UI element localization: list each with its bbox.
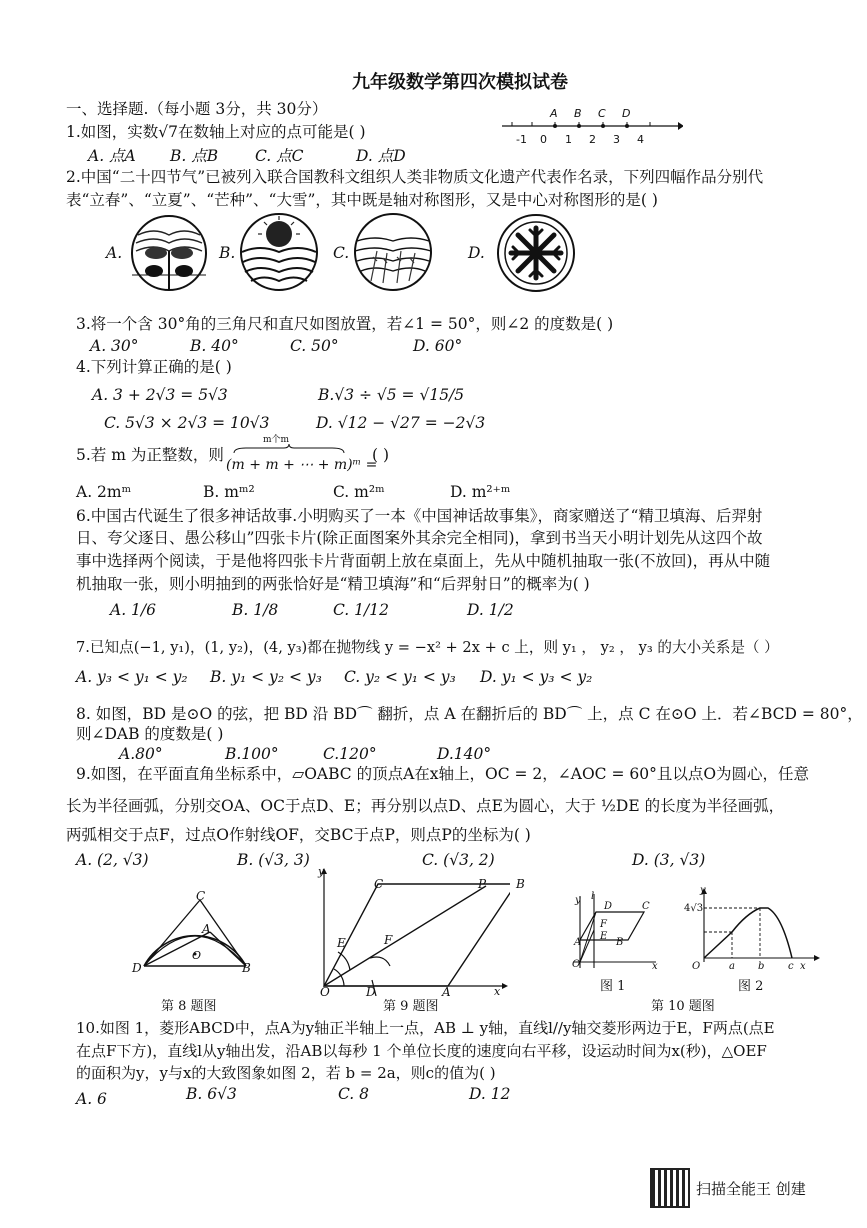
- fig10a-label-E: E: [600, 931, 608, 942]
- fig9-label-x: x: [494, 985, 501, 998]
- fig10a-label-O: O: [572, 959, 581, 970]
- fig10b-label-a: a: [729, 961, 735, 972]
- q8-opt-b: B.100°: [225, 745, 279, 763]
- fig9-label-P: P: [478, 877, 487, 891]
- fig9-label-F: F: [384, 933, 393, 947]
- q8-opt-c: C.120°: [323, 745, 377, 763]
- q5-opt-c: C. m²ᵐ: [333, 483, 385, 501]
- fig9-label-A: A: [442, 985, 451, 999]
- q10-line3: 的面积为y，y与x的大致图象如图 2，若 b = 2a，则c的值为( ): [76, 1064, 496, 1082]
- fig10b-label-y: y: [700, 885, 706, 896]
- fig8-circle-figure: [128, 886, 258, 976]
- q6-opt-b: B. 1/8: [232, 601, 279, 619]
- fig8-label-O: O: [192, 949, 202, 962]
- fig10-graph-figure: [686, 886, 826, 970]
- q5-answer-paren: ( ): [372, 446, 390, 464]
- q4-opt-a: A. 3 + 2√3 = 5√3: [92, 386, 228, 404]
- q8-opt-a: A.80°: [119, 745, 163, 763]
- q9-line1: 9.如图，在平面直角坐标系中，▱OABC 的顶点A在x轴上，OC = 2，∠AOC = 60°且以点O为圆心，任意: [76, 765, 810, 783]
- q2-opt-d: D.: [468, 244, 485, 262]
- fig10a-label-x: x: [652, 961, 658, 972]
- scanner-watermark: [652, 1170, 806, 1206]
- q7-opt-c: C. y₂ < y₁ < y₃: [344, 668, 456, 686]
- fig10a-label-F: F: [600, 919, 607, 930]
- lixia-emblem-image: [234, 210, 324, 292]
- q2-stem-line2: 表“立春”、“立夏”、“芒种”、“大雪”，其中既是轴对称图形，又是中心对称图形的是( ): [66, 191, 658, 209]
- daxue-snowflake-emblem-image: [494, 212, 578, 294]
- q6-line1: 6.中国古代诞生了很多神话故事.小明购买了一本《中国神话故事集》，商家赠送了“精卫填海、后羿射: [76, 507, 763, 525]
- q10-line2: 在点F下方)，直线l从y轴出发，沿AB以每秒 1 个单位长度的速度向右平移，设运动时间为x(秒)，△OEF: [76, 1042, 767, 1060]
- q9-line3: 两弧相交于点F，过点O作射线OF，交BC于点P，则点P的坐标为( ): [66, 826, 531, 844]
- mangzhong-emblem-image: [349, 211, 437, 293]
- q6-opt-d: D. 1/2: [467, 601, 514, 619]
- q5-overbrace: [232, 444, 347, 454]
- q1-opt-b: B. 点B: [170, 147, 219, 165]
- q7-stem: 7.已知点(−1, y₁)，(1, y₂)，(4, y₃)都在抛物线 y = −x² + 2x + c 上，则 y₁ ， y₂ ， y₃ 的大小关系是（ ）: [76, 639, 779, 656]
- q6-opt-c: C. 1/12: [333, 601, 389, 619]
- watermark-text: 扫描全能王 创建: [696, 1179, 806, 1198]
- q4-opt-d: D. √12 − √27 = −2√3: [316, 414, 486, 432]
- q1-opt-c: C. 点C: [255, 147, 304, 165]
- q6-line3: 事中选择两个阅读，于是他将四张卡片背面朝上放在桌面上，先从中随机抽取一张(不放回)，再从中随: [76, 552, 771, 570]
- q5-opt-b: B. mᵐ²: [203, 483, 255, 501]
- q8-line2: 则∠DAB 的度数是( ): [76, 725, 224, 743]
- q2-opt-a: A.: [106, 244, 123, 262]
- q2-opt-c: C.: [333, 244, 350, 262]
- fig10a-label-l: l: [591, 891, 595, 902]
- q10-opt-d: D. 12: [469, 1085, 511, 1103]
- fig10a-label-B: B: [616, 937, 624, 948]
- q3-stem: 3.将一个含 30°角的三角尺和直尺如图放置，若∠1 = 50°，则∠2 的度数是( ): [76, 315, 614, 333]
- q9-opt-b: B. (√3, 3): [237, 851, 310, 869]
- q8-line1: 8. 如图，BD 是⊙O 的弦，把 BD 沿 BD⌒ 翻折，点 A 在翻折后的 BD⌒ 上，点 C 在⊙O 上．若∠BCD = 80°，: [76, 705, 863, 723]
- q1-stem: 1.如图，实数√7在数轴上对应的点可能是( ): [66, 123, 366, 141]
- fig10b-label-c: c: [788, 961, 794, 972]
- q7-opt-a: A. y₃ < y₁ < y₂: [76, 668, 188, 686]
- q5-brace-label: m个m: [263, 435, 290, 445]
- nl-C: C: [598, 107, 606, 120]
- fig10-caption: 第 10 题图: [651, 999, 715, 1014]
- q10-line1: 10.如图 1，菱形ABCD中，点A为y轴正半轴上一点，AB ⊥ y轴，直线l//y轴交菱形两边于E，F两点(点E: [76, 1019, 775, 1037]
- fig10a-label-D: D: [604, 901, 613, 912]
- q1-opt-d: D. 点D: [356, 147, 406, 165]
- q4-opt-b: B.√3 ÷ √5 = √15/5: [318, 386, 465, 404]
- nl-tick-label: 3: [613, 133, 620, 146]
- fig8-caption: 第 8 题图: [161, 999, 217, 1014]
- q10-opt-a: A. 6: [76, 1090, 107, 1108]
- fig10b-label-x: x: [800, 961, 806, 972]
- q2-opt-b: B.: [219, 244, 236, 262]
- q6-line2: 日、夸父逐日、愚公移山”四张卡片(除正面图案外其余完全相同)，拿到书当天小明计划先从这四个故: [76, 529, 763, 547]
- q5-opt-a: A. 2mᵐ: [76, 483, 132, 501]
- lichun-emblem-image: [124, 213, 214, 293]
- q9-opt-a: A. (2, √3): [76, 851, 149, 869]
- nl-tick-label: 2: [589, 133, 596, 146]
- q9-opt-d: D. (3, √3): [632, 851, 706, 869]
- nl-A: A: [550, 107, 558, 120]
- fig10a-caption: 图 1: [600, 979, 626, 994]
- q1-opt-a: A. 点A: [88, 147, 136, 165]
- q5-stem: 5.若 m 为正整数，则: [76, 446, 224, 464]
- q10-opt-b: B. 6√3: [186, 1085, 237, 1103]
- fig8-label-C: C: [196, 889, 206, 903]
- q9-line2: 长为半径画弧，分别交OA、OC于点D、E；再分别以点D、点E为圆心，大于 ½DE 的长度为半径画弧，: [66, 797, 785, 815]
- q2-stem-line1: 2.中国“二十四节气”已被列入联合国教科文组织人类非物质文化遗产代表作名录，下列四幅作品分别代: [66, 168, 764, 186]
- fig9-label-y: y: [318, 865, 325, 878]
- fig10b-label-4root3: 4√3: [684, 903, 704, 914]
- q3-opt-b: B. 40°: [190, 337, 239, 355]
- q3-opt-a: A. 30°: [90, 337, 139, 355]
- fig10a-label-A: A: [574, 937, 582, 948]
- fig9-caption: 第 9 题图: [383, 999, 439, 1014]
- nl-tick-label: 0: [540, 133, 547, 146]
- nl-tick-label: 4: [637, 133, 644, 146]
- q10-opt-c: C. 8: [338, 1085, 370, 1103]
- fig9-label-B: B: [516, 877, 525, 891]
- fig8-label-B: B: [242, 961, 251, 975]
- q6-line4: 机抽取一张，则小明抽到的两张恰好是“精卫填海”和“后羿射日”的概率为( ): [76, 575, 590, 593]
- q4-stem: 4.下列计算正确的是( ): [76, 358, 232, 376]
- nl-tick-label: 1: [565, 133, 572, 146]
- fig10b-label-b: b: [758, 961, 765, 972]
- nl-B: B: [574, 107, 582, 120]
- q9-opt-c: C. (√3, 2): [422, 851, 495, 869]
- page-title: 九年级数学第四次模拟试卷: [352, 72, 568, 93]
- q7-opt-d: D. y₁ < y₃ < y₂: [480, 668, 593, 686]
- nl-D: D: [622, 107, 631, 120]
- q8-opt-d: D.140°: [437, 745, 492, 763]
- fig10b-caption: 图 2: [738, 979, 764, 994]
- fig9-label-C: C: [374, 877, 384, 891]
- nl-tick-label: -1: [516, 133, 527, 146]
- fig8-label-D: D: [132, 961, 142, 975]
- fig8-label-A: A: [202, 922, 211, 936]
- q6-opt-a: A. 1/6: [110, 601, 156, 619]
- q7-opt-b: B. y₁ < y₂ < y₃: [210, 668, 322, 686]
- fig9-label-D: D: [366, 985, 376, 999]
- q5-opt-d: D. m²⁺ᵐ: [450, 483, 511, 501]
- q3-opt-d: D. 60°: [413, 337, 463, 355]
- section-heading: 一、选择题.（每小题 3分，共 30分）: [66, 100, 328, 118]
- fig9-label-E: E: [337, 936, 346, 950]
- q5-expression: (m + m + ⋯ + m)ᵐ =: [226, 457, 378, 473]
- fig10a-label-y: y: [575, 895, 581, 906]
- qr-code-icon: [652, 1170, 688, 1206]
- number-line-figure: [498, 104, 683, 148]
- fig10a-label-C: C: [642, 901, 650, 912]
- fig10b-label-O: O: [692, 961, 701, 972]
- fig9-label-O: O: [320, 985, 330, 999]
- q3-opt-c: C. 50°: [290, 337, 339, 355]
- q4-opt-c: C. 5√3 × 2√3 = 10√3: [104, 414, 270, 432]
